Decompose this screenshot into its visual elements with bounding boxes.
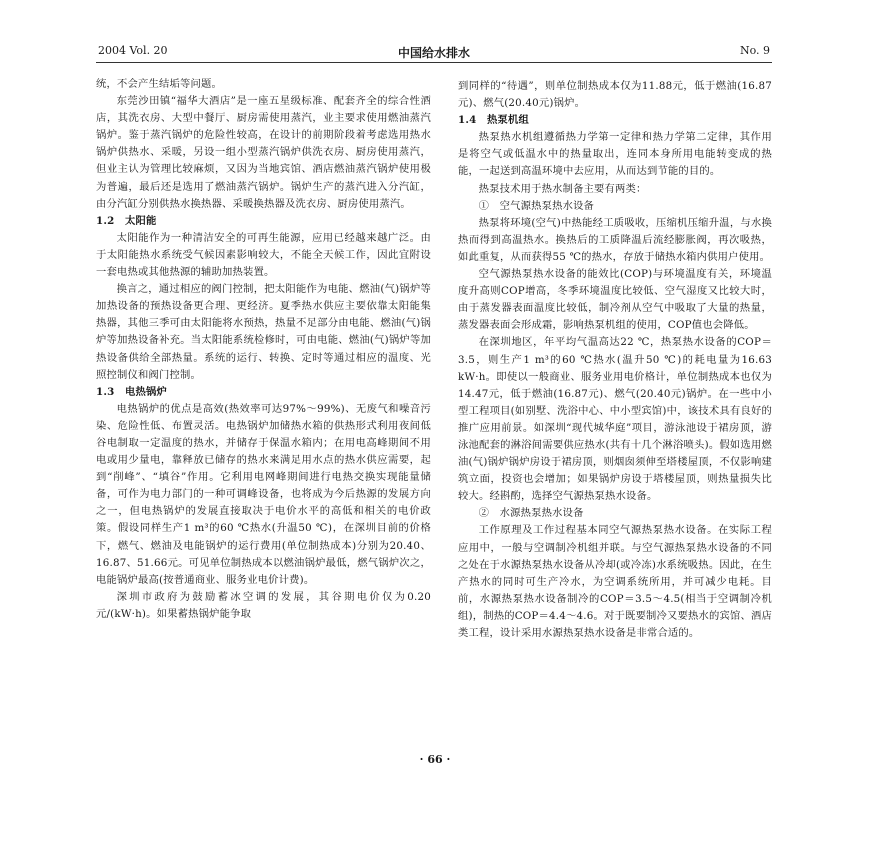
paragraph: 热泵将环境(空气)中热能经工质吸收，压缩机压缩升温，与水换热而得到高温热水。换热后的工质降温后流经膨胀阀，再次吸热，如此重复，从而获得55 ℃的热水，存放于储热水箱内供用户使用。 [458,216,772,263]
subheading-air-source: ① 空气源热泵热水设备 [478,199,595,212]
section-heading-electric-boiler: 1.3 电热锅炉 [96,385,167,398]
paragraph: 统，不会产生结垢等问题。 [96,78,222,90]
paragraph: 热泵技术用于热水制备主要有两类： [478,182,647,195]
header-issue-number: No. 9 [739,44,770,57]
paragraph: 在深圳地区，年平均气温高达22 ℃，热泵热水设备的COP＝3.5，则生产1 m³的60 ℃热水(温升50 ℃)的耗电量为16.63 kW·h。即使以一般商业、服务业用电价格计，单位制热成本也仅为14.47元，低于燃油(16.87元)、燃气(20.40元)锅炉。在一些中小型工程项目(如别墅、洗浴中心、中小型宾馆)中，该技术具有良好的推广应用前景。如深圳“现代城华庭”项目，游泳池设于裙房顶，游泳池配套的淋浴间需要供应热水(共有十几个淋浴喷头)。假如选用燃油(气)锅炉锅炉房设于裙房顶，则烟囱须伸至塔楼屋顶，不仅影响建筑立面，投资也会增加；如果锅炉房设于塔楼屋顶，则热量损失比较大。经斟酌，选择空气源热泵热水设备。 [458,336,772,503]
running-header [96,40,772,63]
section-heading-heat-pump: 1.4 热泵机组 [458,114,529,127]
right-column [458,78,772,642]
paragraph: 到同样的“待遇”，则单位制热成本仅为11.88元，低于燃油(16.87元)、燃气(20.40元)锅炉。 [458,80,772,110]
paragraph: 热泵热水机组遵循热力学第一定律和热力学第二定律，其作用是将空气或低温水中的热量取出，连同本身所用电能转变成的热能，一起送到高温环境中去应用，从而达到节能的目的。 [458,131,772,178]
subheading-water-source: ② 水源热泵热水设备 [478,507,584,520]
page-number: · 66 · [419,753,451,766]
paragraph: 工作原理及工作过程基本同空气源热泵热水设备。在实际工程应用中，一般与空调制冷机组并联。与空气源热泵热水设备的不同之处在于水源热泵热水设备从冷却(或冷冻)水系统吸热。因此，在生产热水的同时可生产冷水，为空调系统所用，并可减少电耗。目前，水源热泵热水设备制冷的COP＝3.5～4.5(相当于空调制冷机组)，制热的COP＝4.4～4.6。对于既要制冷又要热水的宾馆、酒店类工程，设计采用水源热泵热水设备是非常合适的。 [458,524,772,639]
header-volume: 2004 Vol. 20 [98,44,168,57]
paragraph: 深圳市政府为鼓励蓄冰空调的发展，其谷期电价仅为0.20元/(kW·h)。如果蓄热锅炉能争取 [96,590,431,620]
paragraph: 换言之，通过相应的阀门控制，把太阳能作为电能、燃油(气)锅炉等加热设备的预热设备更合理、更经济。夏季热水供应主要依靠太阳能集热器，其他三季可由太阳能将水预热，热量不足部分由电能、燃油(气)锅炉等加热设备补充。当太阳能系统检修时，可由电能、燃油(气)锅炉等加热设备供给全部热量。系统的运行、转换、定时等通过相应的温度、光照控制仪和阀门控制。 [96,283,431,381]
left-column [96,76,431,623]
header-journal-title: 中国给水排水 [397,46,470,60]
paragraph: 太阳能作为一种清洁安全的可再生能源，应用已经越来越广泛。由于太阳能热水系统受气候因素影响较大，不能全天候工作，因此宜附设一套电热或其他热源的辅助加热装置。 [96,231,431,279]
paragraph: 空气源热泵热水设备的能效比(COP)与环境温度有关，环境温度升高则COP增高，冬季环境温度比较低、空气湿度又比较大时，由于蒸发器表面温度比较低，制冷剂从空气中吸取了大量的热量，蒸发器表面会形成霜，影响热泵机组的使用，COP值也会降低。 [458,268,772,332]
paragraph: 东莞沙田镇“福华大酒店”是一座五星级标准、配套齐全的综合性酒店，其洗衣房、大型中餐厅、厨房需使用蒸汽，业主要求使用燃油蒸汽锅炉。鉴于蒸汽锅炉的危险性较高，在设计的前期阶段着考虑选用热水锅炉供热水、采暖，另设一组小型蒸汽锅炉供洗衣房、厨房使用蒸汽，但业主认为管理比较麻烦，又因为当地宾馆、酒店燃油蒸汽锅炉使用极为普遍，最后还是选用了燃油蒸汽锅炉。锅炉生产的蒸汽进入分汽缸，由分汽缸分别供热水换热器、采暖换热器及洗衣房、厨房使用蒸汽。 [96,95,431,210]
section-heading-solar: 1.2 太阳能 [96,214,157,227]
paragraph: 电热锅炉的优点是高效(热效率可达97%～99%)、无废气和噪音污染、危险性低、布置灵活。电热锅炉加储热水箱的供热形式利用夜间低谷电制取一定温度的热水，并储存于保温水箱内；在用电高峰期间不用电或用少量电，靠释放已储存的热水来满足用水点的热水供应需要，起到“削峰”、“填谷”作用。它利用电网峰期间进行电热交换实现能量储备，可作为电力部门的一种可调峰设备，也将成为今后热源的发展方向之一，但电热锅炉的发展直接取决于电价水平的高低和相关的电价政策。假设同样生产1 m³的60 ℃热水(升温50 ℃)，在深圳目前的价格下，燃气、燃油及电能锅炉的运行费用(单位制热成本)分别为20.40、16.87、51.66元。可见单位制热成本以燃油锅炉最低，燃气锅炉次之，电能锅炉最高(按普通商业、服务业电价计费)。 [96,402,431,586]
